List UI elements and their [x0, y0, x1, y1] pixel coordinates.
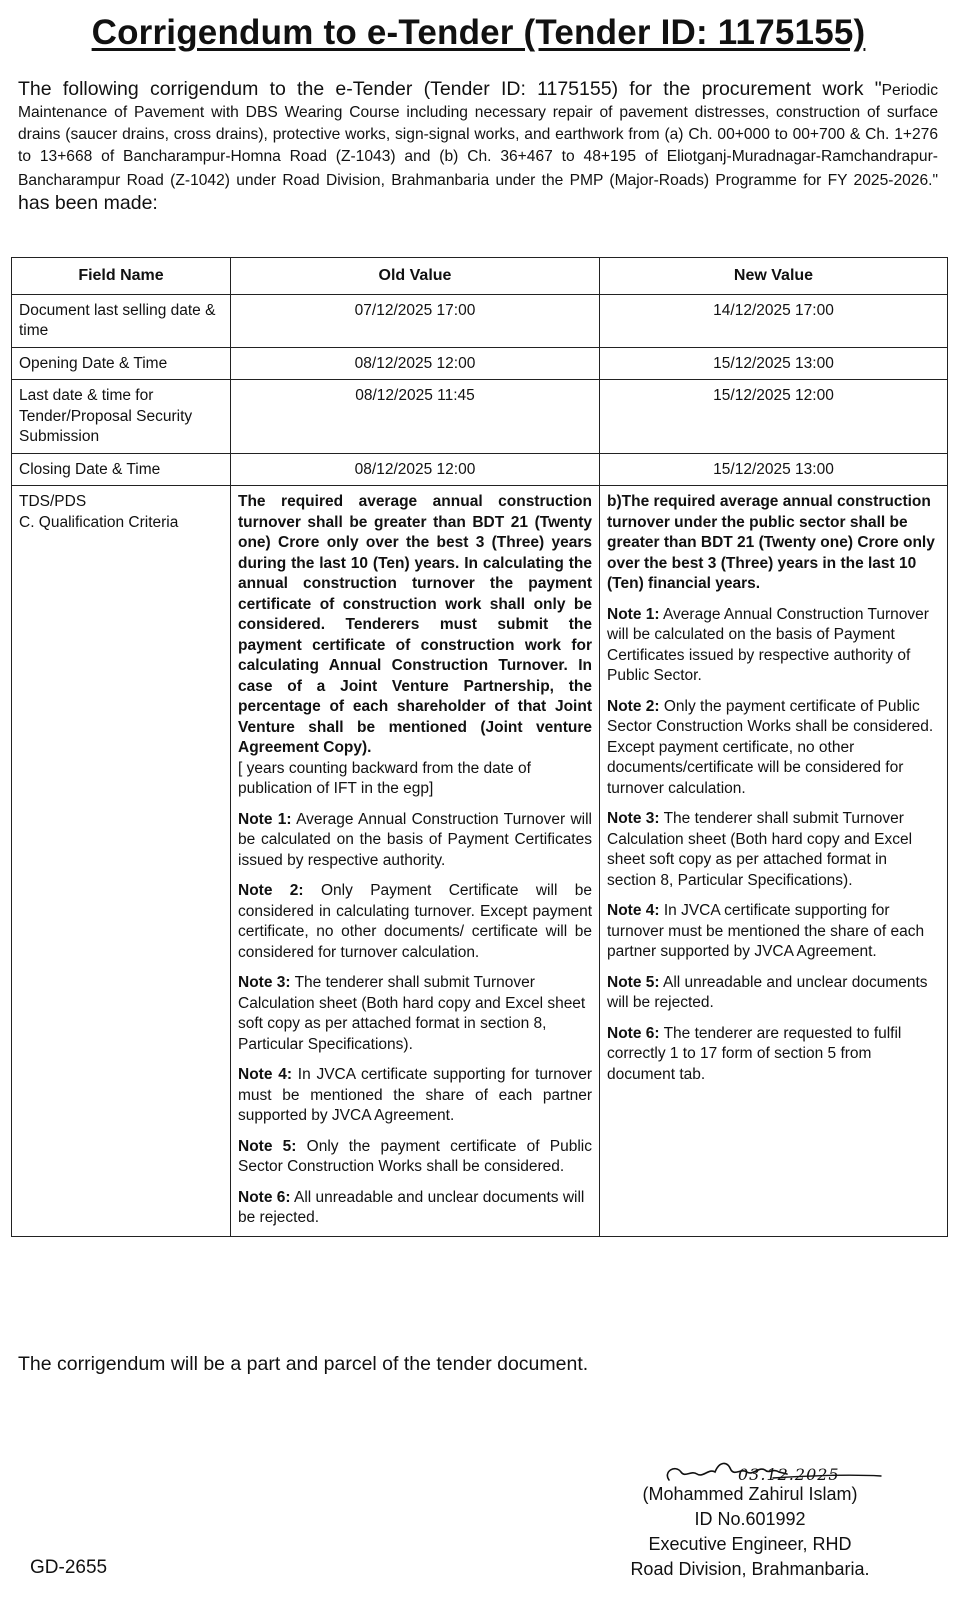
field-cell: Document last selling date & time: [12, 294, 231, 347]
intro-tail: has been made:: [18, 192, 158, 214]
note-text: The tenderer shall submit Turnover Calculation sheet (Both hard copy and Excel sheet soft copy as per attached format in section 8, Particular Specifications).: [238, 974, 586, 1053]
note-label: Note 6:: [607, 1024, 660, 1042]
old-note-4: [238, 1065, 592, 1127]
note-label: Note 1:: [607, 605, 660, 623]
header-old-value: Old Value: [231, 258, 600, 295]
criteria-old-cell: [231, 486, 600, 1237]
signatory-name: (Mohammed Zahirul Islam): [642, 1484, 858, 1504]
field-cell: Opening Date & Time: [12, 347, 231, 380]
note-label: Note 1:: [238, 810, 292, 828]
signatory-designation: Executive Engineer, RHD: [648, 1534, 852, 1554]
note-label: Note 6:: [238, 1188, 291, 1206]
new-value-cell: 15/12/2025 12:00: [600, 380, 948, 454]
gd-code: GD-2655: [30, 1557, 108, 1578]
new-value-cell: 14/12/2025 17:00: [600, 294, 948, 347]
note-text: Only the payment certificate of Public Sector Construction Works shall be considered.: [238, 1137, 592, 1175]
old-value-cell: 07/12/2025 17:00: [231, 294, 600, 347]
new-value-cell: 15/12/2025 13:00: [600, 453, 948, 486]
note-text: The tenderer shall submit Turnover Calculation sheet (Both hard copy and Excel sheet soft copy as per attached format in section 8, Particular Specifications).: [607, 810, 913, 889]
note-text: All unreadable and unclear documents will be rejected.: [238, 1188, 585, 1226]
note-label: Note 4:: [238, 1066, 292, 1083]
table-row: [12, 294, 948, 347]
header-new-value: New Value: [600, 258, 948, 295]
note-text: Average Annual Construction Turnover will be calculated on the basis of Payment Certificates issued by respective authority of Public Sector.: [607, 605, 929, 684]
old-note-3: [238, 973, 592, 1055]
old-value-cell: 08/12/2025 12:00: [231, 347, 600, 380]
criteria-field-line2: C. Qualification Criteria: [19, 513, 179, 531]
criteria-row: [12, 486, 948, 1237]
closing-statement: The corrigendum will be a part and parcel of the tender document.: [18, 1353, 589, 1375]
old-note-2: [238, 881, 592, 963]
new-value-cell: 15/12/2025 13:00: [600, 347, 948, 380]
table-header-row: [12, 258, 948, 295]
old-value-cell: 08/12/2025 11:45: [231, 380, 600, 454]
note-text: Average Annual Construction Turnover will be calculated on the basis of Payment Certificates issued by respective authority.: [238, 810, 592, 869]
header-field-name: Field Name: [12, 258, 231, 295]
note-text: In JVCA certificate supporting for turnover must be mentioned the share of each partner supported by JVCA Agreement.: [607, 902, 925, 960]
criteria-new-cell: [600, 486, 948, 1237]
note-label: Note 4:: [607, 902, 660, 919]
note-label: Note 2:: [238, 882, 304, 899]
old-criteria-main: The required average annual construction turnover shall be greater than BDT 21 (Twenty one) Crore only over the best 3 (Three) years during the last 10 (Ten) years. In calculating the annual construction turnover the payment certificate of construction work shall only be considered. Tenderers must submit the payment certificate of construction work for calculating Annual Construction Turnover. In case of a Joint Venture Partnership, the percentage of each shareholder of that Joint Venture shall be mentioned (Joint venture Agreement Copy).: [238, 493, 592, 756]
intro-paragraph: [18, 78, 938, 216]
table-row: [12, 347, 948, 380]
note-label: Note 5:: [607, 973, 660, 991]
note-label: Note 3:: [238, 974, 291, 991]
note-text: The tenderer are requested to fulfil correctly 1 to 17 form of section 5 from document tab.: [607, 1024, 902, 1083]
note-text: In JVCA certificate supporting for turnover must be mentioned the share of each partner supported by JVCA Agreement.: [238, 1066, 592, 1124]
note-label: Note 2:: [607, 697, 660, 715]
table-row: [12, 380, 948, 454]
old-note-5: [238, 1137, 592, 1178]
new-note-5: [607, 973, 940, 1014]
intro-lead: The following corrigendum to the e-Tender (Tender ID: 1175155) for the procurement work ": [18, 78, 882, 100]
page-title: Corrigendum to e-Tender (Tender ID: 1175155): [91, 13, 866, 52]
criteria-field-cell: [12, 486, 231, 1237]
new-note-2: [607, 697, 940, 800]
corrigendum-table: [11, 257, 948, 1237]
field-cell: Last date & time for Tender/Proposal Security Submission: [12, 380, 231, 454]
new-note-1: [607, 605, 940, 687]
old-note-1: [238, 810, 592, 872]
field-cell: Closing Date & Time: [12, 453, 231, 486]
note-text: Only the payment certificate of Public Sector Construction Works shall be considered. Except payment certificate, no other documents/certificate will be considered for turnover calculation.: [607, 697, 934, 797]
signatory-id: ID No.601992: [694, 1509, 806, 1529]
criteria-field-line1: TDS/PDS: [19, 493, 87, 510]
note-label: Note 3:: [607, 810, 660, 827]
new-note-6: [607, 1024, 940, 1086]
new-note-3: [607, 809, 940, 891]
note-text: Only Payment Certificate will be considered in calculating turnover. Except payment certificate, no other documents/ certificate will be considered for turnover calculation.: [238, 882, 592, 961]
signature-date: 03.12.2025: [738, 1465, 840, 1484]
old-criteria-bracket: [ years counting backward from the date of publication of IFT in the egp]: [238, 759, 531, 797]
table-row: [12, 453, 948, 486]
note-text: All unreadable and unclear documents will be rejected.: [607, 973, 928, 1011]
new-note-4: [607, 901, 940, 963]
new-criteria-main: b)The required average annual construction turnover under the public sector shall be greater than BDT 21 (Twenty one) Crore only over the best 3 (Three) years in the last 10 (Ten) financial years.: [607, 493, 935, 592]
intro-body: Periodic Maintenance of Pavement with DBS Wearing Course including necessary repair of pavement distresses, construction of surface drains (saucer drains, cross drains), protective works, sign-signal works, and earthwork from (a) Ch. 00+000 to 00+700 & Ch. 1+276 to 13+668 of Bancharampur-Homna Road (Z-1043) and (b) Ch. 36+467 to 48+195 of Eliotganj-Muradnagar-Ramchandrapur-Bancharampur Road (Z-1042) under Road Division, Brahmanbaria under the PMP (Major-Roads) Programme for FY 2025-2026.": [18, 82, 938, 189]
old-note-6: [238, 1188, 592, 1229]
note-label: Note 5:: [238, 1137, 297, 1155]
old-value-cell: 08/12/2025 12:00: [231, 453, 600, 486]
signatory-office: Road Division, Brahmanbaria.: [630, 1559, 870, 1579]
signatory-block: [600, 1482, 900, 1582]
